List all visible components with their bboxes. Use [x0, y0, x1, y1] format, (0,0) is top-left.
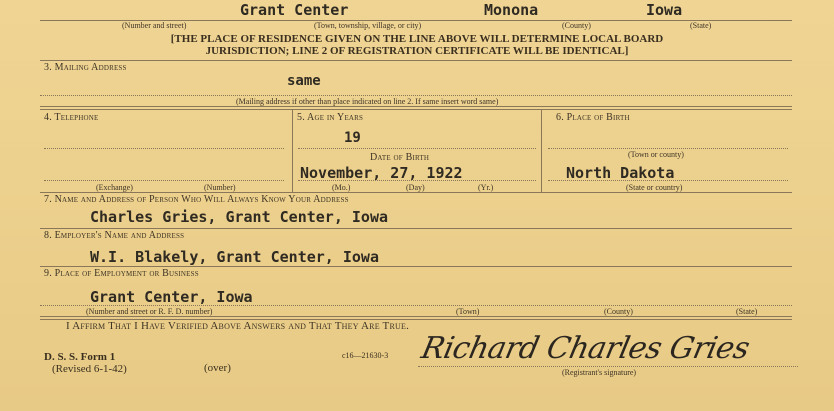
birthplace-value: North Dakota	[566, 164, 675, 182]
section-rule	[40, 192, 792, 193]
section-rule	[40, 266, 792, 267]
employer-label: 8. Employer's Name and Address	[44, 230, 185, 241]
dob-day-label: (Day)	[406, 183, 425, 192]
residence-county-label: (County)	[562, 21, 591, 30]
employment-state-label: (State)	[736, 307, 758, 316]
telephone-rule-2	[44, 180, 284, 181]
mailing-rule	[40, 95, 792, 96]
residence-state: Iowa	[646, 1, 683, 19]
employment-place-label: 9. Place of Employment or Business	[44, 268, 199, 279]
birthplace-rule	[548, 148, 788, 149]
form-over: (over)	[204, 362, 231, 374]
form-name: D. S. S. Form 1	[44, 351, 116, 363]
form-code: c16—21630-3	[342, 351, 389, 360]
employer-value: W.I. Blakely, Grant Center, Iowa	[90, 248, 379, 266]
birthplace-town-label: (Town or county)	[628, 150, 684, 159]
employment-town-label: (Town)	[456, 307, 480, 316]
dob-year-label: (Yr.)	[478, 183, 494, 192]
age-rule	[298, 148, 536, 149]
employment-place-rule	[40, 305, 792, 306]
form-revised: (Revised 6-1-42)	[52, 363, 127, 375]
birthplace-state-rule	[548, 180, 788, 181]
column-divider	[292, 110, 293, 192]
residence-town-label: (Town, township, village, or city)	[314, 21, 422, 30]
residence-state-label: (State)	[690, 21, 712, 30]
section-rule	[40, 228, 792, 229]
mailing-caption: (Mailing address if other than place indicated on line 2. If same insert word same)	[236, 97, 499, 106]
mailing-address-value: same	[287, 73, 321, 89]
telephone-label: 4. Telephone	[44, 112, 99, 123]
section-rule	[40, 60, 792, 61]
affirmation-text: I Affirm That I Have Verified Above Answers and That They Are True.	[66, 320, 410, 332]
jurisdiction-notice-line1: [THE PLACE OF RESIDENCE GIVEN ON THE LINE ABOVE WILL DETERMINE LOCAL BOARD	[170, 33, 664, 45]
contact-label: 7. Name and Address of Person Who Will Always Know Your Address	[44, 194, 349, 205]
residence-county: Monona	[484, 1, 539, 19]
signature-label: (Registrant's signature)	[562, 368, 637, 377]
residence-street-label: (Number and street)	[122, 21, 187, 30]
telephone-number-label: (Number)	[204, 183, 236, 192]
age-label: 5. Age in Years	[297, 112, 364, 123]
signature-rule	[418, 366, 798, 367]
mailing-address-label: 3. Mailing Address	[44, 62, 127, 73]
column-divider	[541, 110, 542, 192]
residence-street: Grant Center	[240, 1, 349, 19]
dob-value: November, 27, 1922	[300, 164, 463, 182]
age-value: 19	[344, 130, 361, 146]
dob-label: Date of Birth	[370, 152, 430, 163]
employment-county-label: (County)	[604, 307, 633, 316]
birthplace-state-label: (State or country)	[626, 183, 683, 192]
dob-month-label: (Mo.)	[332, 183, 351, 192]
section-double-rule	[40, 106, 792, 110]
jurisdiction-notice-line2: JURISDICTION; LINE 2 OF REGISTRATION CERTIFICATE WILL BE IDENTICAL]	[205, 45, 629, 57]
employment-street-label: (Number and street or R. F. D. number)	[86, 307, 213, 316]
registrant-signature: Richard Charles Gries	[418, 331, 753, 366]
telephone-rule	[44, 148, 284, 149]
employment-place-value: Grant Center, Iowa	[90, 288, 253, 306]
dob-rule	[298, 180, 536, 181]
telephone-exchange-label: (Exchange)	[96, 183, 133, 192]
birthplace-label: 6. Place of Birth	[556, 112, 630, 123]
contact-value: Charles Gries, Grant Center, Iowa	[90, 208, 389, 226]
